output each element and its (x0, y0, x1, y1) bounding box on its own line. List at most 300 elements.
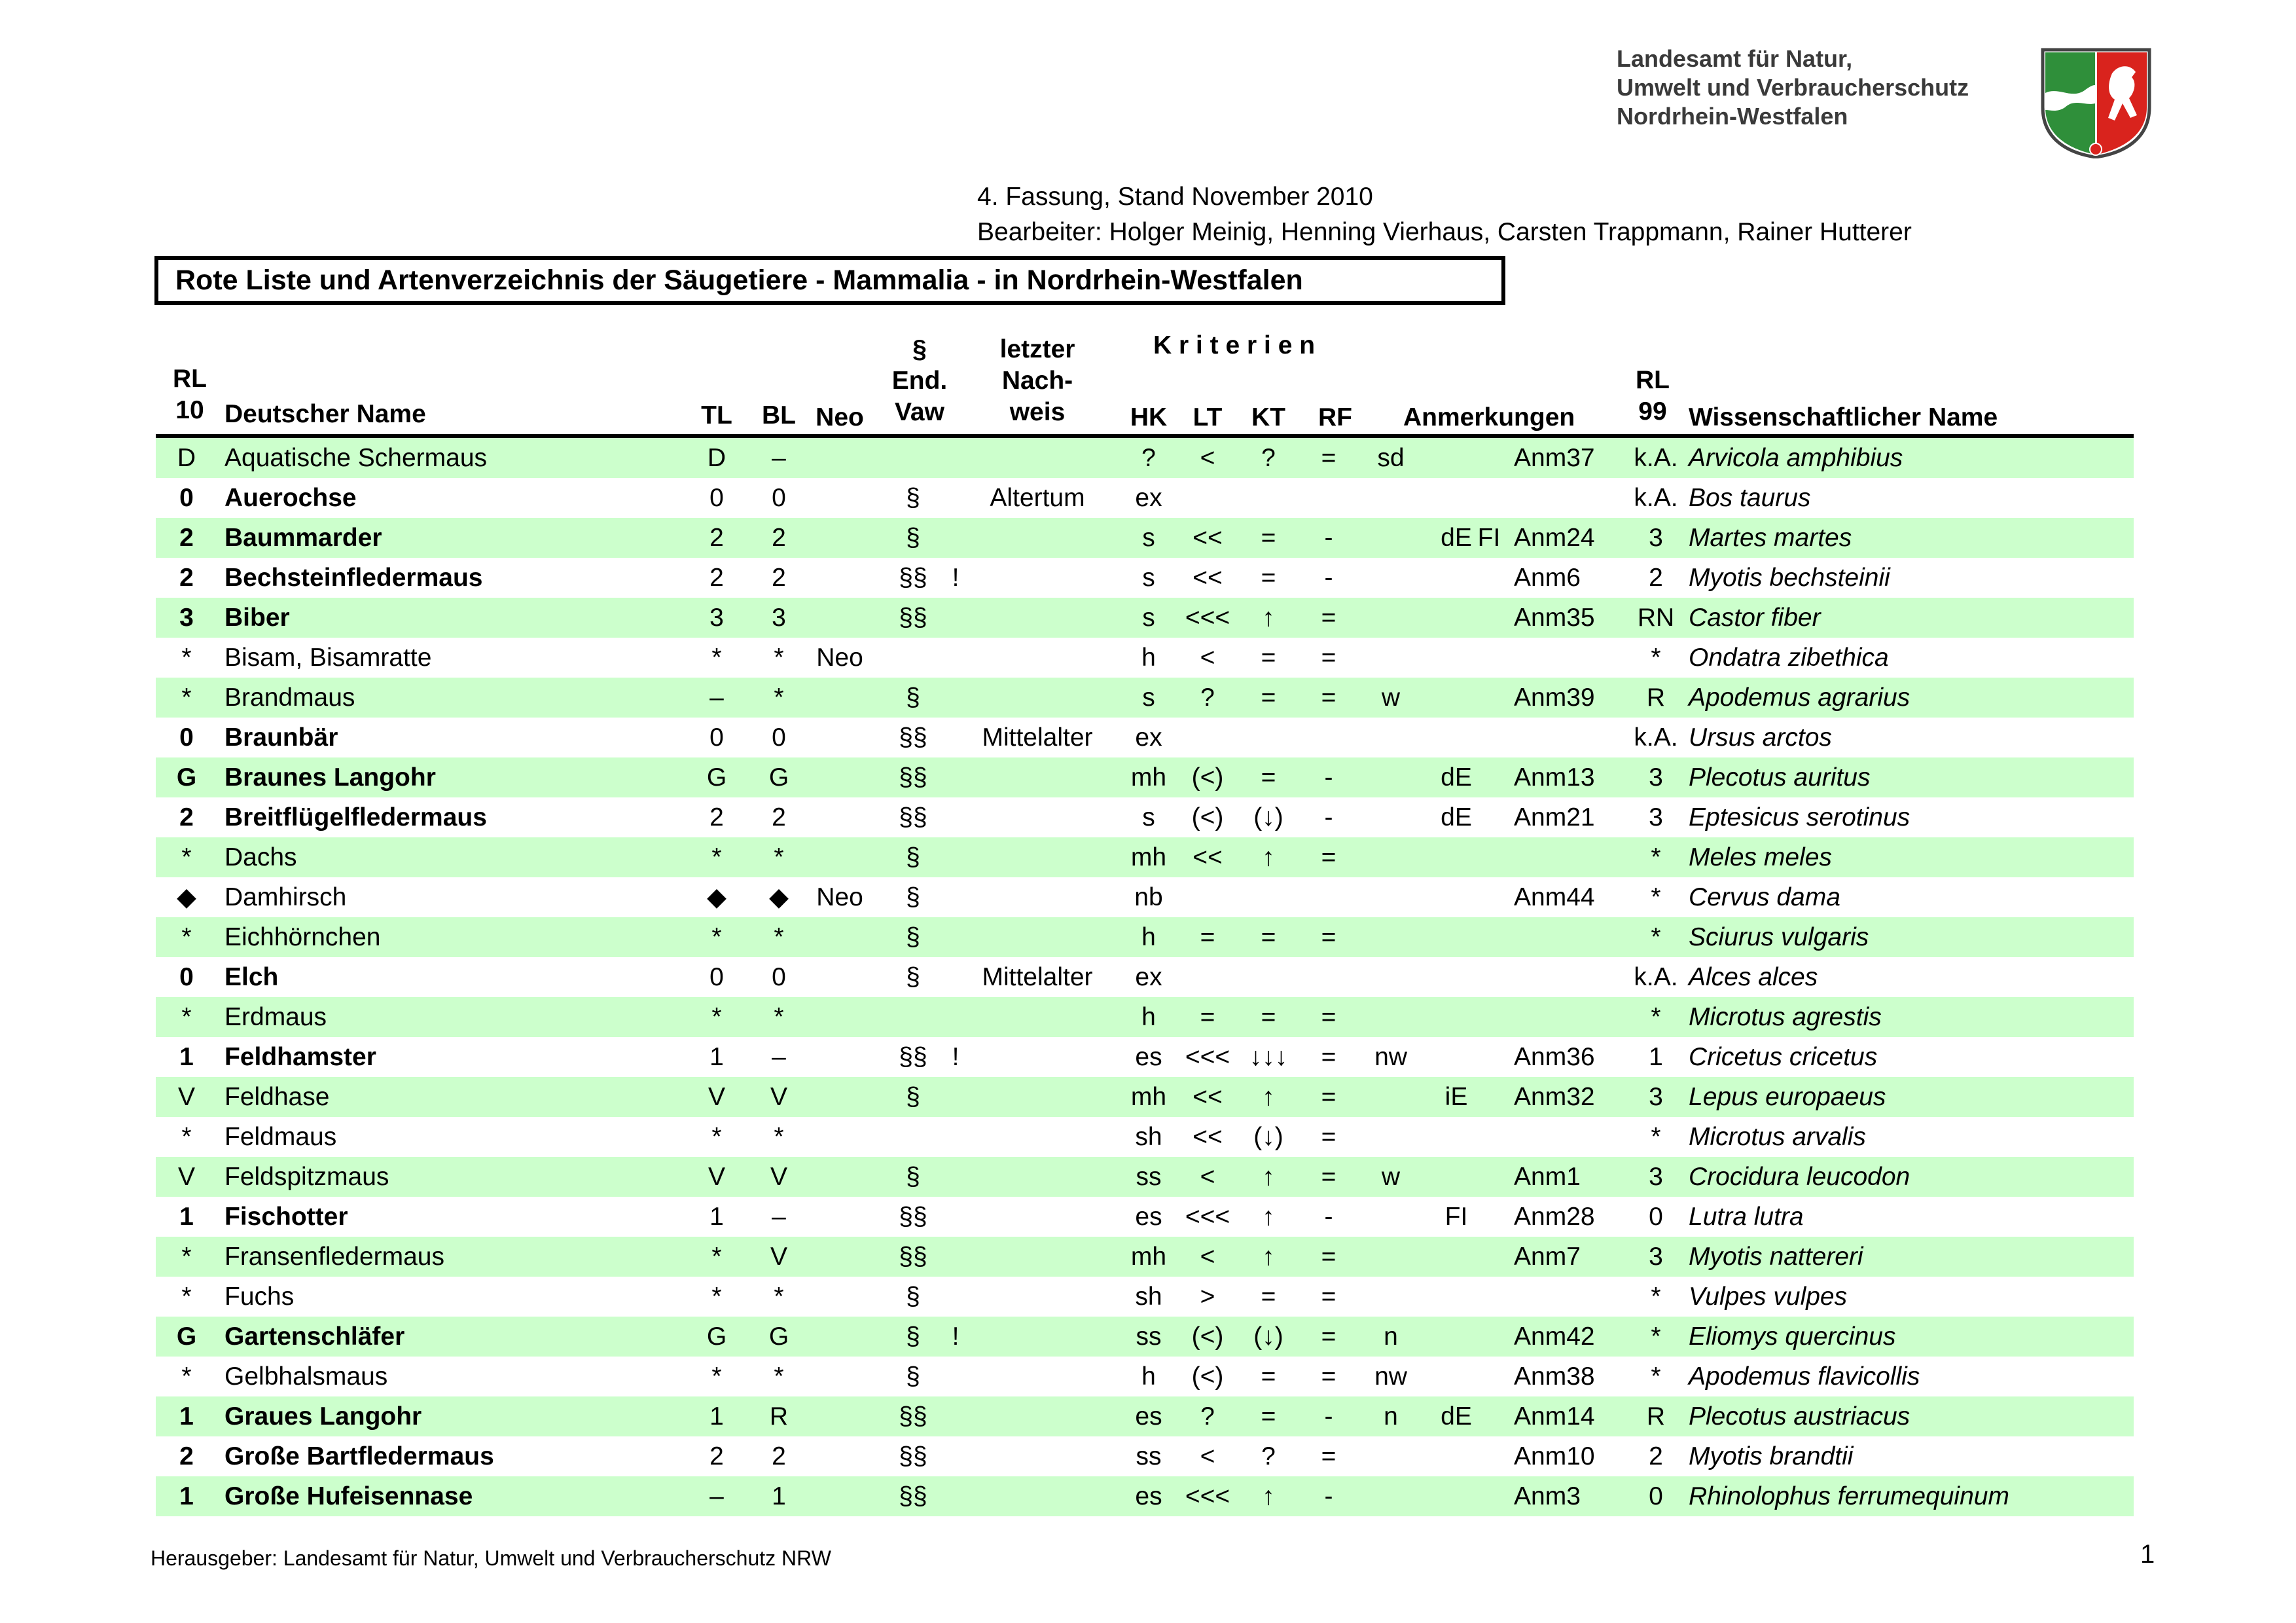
cell-scientific-name: Cervus dama (1689, 883, 1840, 911)
table-row (156, 1277, 2134, 1317)
cell-kt: = (1261, 1003, 1276, 1031)
cell-lt: = (1200, 1003, 1215, 1031)
cell-kt: = (1261, 524, 1276, 552)
cell-kt: ? (1261, 1442, 1276, 1470)
cell-german-name: Feldhamster (224, 1043, 376, 1071)
header-paragraph-line1: § (912, 335, 927, 363)
cell-note-c (1473, 1237, 1505, 1277)
cell-bl: ◆ (769, 883, 789, 911)
cell-note-c (1473, 1436, 1505, 1476)
cell-paragraph: § (906, 923, 920, 951)
cell-endemic-flag (942, 957, 969, 997)
table-row (156, 558, 2134, 598)
cell-german-name: Fransenfledermaus (224, 1243, 444, 1271)
cell-remark: Anm10 (1514, 1442, 1595, 1470)
cell-scientific-name: Crocidura leucodon (1689, 1163, 1910, 1191)
cell-kt (1239, 957, 1298, 997)
cell-hk: ss (1136, 1442, 1162, 1470)
cell-rf: = (1321, 644, 1336, 672)
cell-bl: 2 (772, 564, 786, 592)
cell-kt: = (1261, 644, 1276, 672)
cell-kt: (↓) (1253, 1123, 1283, 1151)
cell-note-a (1368, 478, 1414, 518)
header-rl99-line1: RL (1636, 366, 1670, 394)
cell-paragraph: § (906, 1083, 920, 1111)
cell-rf: = (1321, 843, 1336, 871)
header-anmerkungen: Anmerkungen (1403, 403, 1575, 431)
cell-kt (1239, 718, 1298, 757)
cell-scientific-name: Lutra lutra (1689, 1203, 1804, 1231)
cell-bl: 0 (772, 963, 786, 991)
header-kt: KT (1251, 403, 1285, 431)
table-row (156, 598, 2134, 638)
cell-tl: * (711, 1243, 722, 1271)
cell-tl: * (711, 843, 722, 871)
cell-kt: (↓) (1253, 803, 1283, 831)
cell-note-c (1473, 1157, 1505, 1197)
cell-tl: 2 (709, 1442, 724, 1470)
cell-paragraph: § (906, 524, 920, 552)
cell-german-name: Elch (224, 963, 279, 991)
table-row (156, 877, 2134, 917)
cell-note-b: dE (1441, 524, 1472, 552)
table-row (156, 638, 2134, 678)
cell-note-a (1368, 1277, 1414, 1317)
cell-rf: = (1321, 1283, 1336, 1311)
cell-hk: mh (1130, 843, 1167, 871)
cell-remark: Anm39 (1514, 684, 1595, 712)
table-row (156, 1317, 2134, 1357)
cell-scientific-name: Vulpes vulpes (1689, 1283, 1848, 1311)
editors-line: Bearbeiter: Holger Meinig, Henning Vierhaus, Carsten Trappmann, Rainer Hutterer (977, 218, 1912, 246)
cell-tl: 0 (709, 723, 724, 752)
cell-tl: 0 (709, 484, 724, 512)
cell-rl99: k.A. (1634, 723, 1678, 752)
cell-rl10: * (181, 1362, 192, 1391)
cell-rl10: * (181, 1123, 192, 1151)
cell-rf: = (1321, 444, 1336, 472)
cell-rl10: 2 (179, 803, 194, 831)
cell-german-name: Braunbär (224, 723, 338, 752)
table-row (156, 797, 2134, 837)
cell-rl99: 2 (1649, 564, 1663, 592)
cell-rl10: 1 (179, 1482, 194, 1510)
cell-german-name: Baummarder (224, 524, 382, 552)
cell-tl: * (711, 1003, 722, 1031)
cell-note-a (1368, 1077, 1414, 1117)
cell-rf: - (1324, 763, 1333, 792)
cell-hk: ex (1135, 723, 1162, 752)
table-row (156, 1077, 2134, 1117)
cell-rl99: * (1651, 1003, 1661, 1031)
cell-endemic-flag: ! (952, 1322, 960, 1351)
cell-lt: < (1200, 1163, 1215, 1191)
cell-note-c (1473, 1396, 1505, 1436)
cell-last-record (978, 997, 1096, 1037)
cell-bl: G (768, 763, 789, 792)
table-row (156, 1037, 2134, 1077)
cell-hk: mh (1130, 1243, 1167, 1271)
cell-endemic-flag (942, 678, 969, 718)
document-meta (977, 179, 1912, 250)
cell-german-name: Große Bartfledermaus (224, 1442, 494, 1470)
cell-endemic-flag (942, 478, 969, 518)
cell-hk: es (1135, 1402, 1162, 1431)
cell-lt: (<) (1191, 1322, 1224, 1351)
cell-note-b: dE (1441, 763, 1472, 792)
cell-rl10: 1 (179, 1203, 194, 1231)
cell-rf: = (1321, 1322, 1336, 1351)
cell-note-a (1368, 917, 1414, 957)
cell-endemic-flag (942, 1357, 969, 1396)
cell-remark: Anm1 (1514, 1163, 1581, 1191)
cell-note-a: w (1381, 684, 1401, 712)
cell-note-c (1473, 1117, 1505, 1157)
cell-note-a (1368, 718, 1414, 757)
cell-last-record (978, 438, 1096, 478)
cell-rl10: 2 (179, 564, 194, 592)
cell-endemic-flag (942, 877, 969, 917)
cell-rl99: 0 (1649, 1203, 1663, 1231)
cell-rl10: 1 (179, 1043, 194, 1071)
cell-neo (810, 1436, 869, 1476)
cell-remark: Anm21 (1514, 803, 1595, 831)
cell-remark: Anm6 (1514, 564, 1581, 592)
cell-paragraph: §§ (899, 803, 927, 831)
cell-rf: = (1321, 604, 1336, 632)
cell-remark: Anm38 (1514, 1362, 1595, 1391)
cell-note-a: w (1381, 1163, 1401, 1191)
cell-scientific-name: Microtus arvalis (1689, 1123, 1866, 1151)
cell-german-name: Feldspitzmaus (224, 1163, 389, 1191)
header-kriterien: K r i t e r i e n (1153, 331, 1316, 359)
cell-german-name: Bechsteinfledermaus (224, 564, 483, 592)
cell-kt: = (1261, 1283, 1276, 1311)
cell-german-name: Feldmaus (224, 1123, 337, 1151)
cell-endemic-flag (942, 718, 969, 757)
cell-rf: - (1324, 1482, 1333, 1510)
cell-lt: <<< (1185, 604, 1230, 632)
cell-hk: mh (1130, 763, 1167, 792)
cell-scientific-name: Ondatra zibethica (1689, 644, 1889, 672)
cell-kt (1239, 478, 1298, 518)
cell-neo (810, 997, 869, 1037)
cell-neo (810, 1197, 869, 1237)
cell-rf (1306, 478, 1352, 518)
cell-rl99: 3 (1649, 1243, 1663, 1271)
cell-lt: > (1200, 1283, 1215, 1311)
cell-rl10: 0 (179, 963, 194, 991)
cell-german-name: Fuchs (224, 1283, 295, 1311)
cell-neo (810, 478, 869, 518)
cell-scientific-name: Apodemus agrarius (1689, 684, 1910, 712)
cell-hk: ex (1135, 963, 1162, 991)
cell-german-name: Gelbhalsmaus (224, 1362, 388, 1391)
cell-note-b: iE (1444, 1083, 1468, 1111)
cell-german-name: Gartenschläfer (224, 1322, 405, 1351)
cell-remark (1514, 1117, 1619, 1157)
cell-lt: = (1200, 923, 1215, 951)
cell-rl99: RN (1637, 604, 1675, 632)
cell-neo (810, 1237, 869, 1277)
cell-german-name: Erdmaus (224, 1003, 327, 1031)
cell-rl10: V (177, 1163, 195, 1191)
header-letzter-nachweis (978, 334, 1096, 428)
cell-endemic-flag (942, 1157, 969, 1197)
cell-paragraph: §§ (899, 564, 927, 592)
cell-lt: < (1200, 644, 1215, 672)
cell-lt: <<< (1185, 1203, 1230, 1231)
cell-endemic-flag (942, 797, 969, 837)
cell-hk: h (1141, 923, 1156, 951)
cell-scientific-name: Bos taurus (1689, 484, 1811, 512)
cell-paragraph: § (906, 484, 920, 512)
table-row (156, 1436, 2134, 1476)
version-line: 4. Fassung, Stand November 2010 (977, 183, 1373, 211)
cell-lt: (<) (1191, 1362, 1224, 1391)
cell-rf: - (1324, 803, 1333, 831)
cell-note-a (1368, 1476, 1414, 1516)
cell-rl99: * (1651, 923, 1661, 951)
cell-lt: ? (1200, 1402, 1215, 1431)
cell-rf (1306, 957, 1352, 997)
cell-neo (810, 917, 869, 957)
cell-german-name: Graues Langohr (224, 1402, 422, 1431)
cell-german-name: Eichhörnchen (224, 923, 381, 951)
cell-note-c (1473, 1037, 1505, 1077)
cell-last-record (978, 877, 1096, 917)
cell-last-record (978, 1197, 1096, 1237)
cell-rf: = (1321, 1442, 1336, 1470)
cell-scientific-name: Arvicola amphibius (1689, 444, 1903, 472)
cell-hk: s (1142, 803, 1155, 831)
table-row (156, 757, 2134, 797)
cell-rl99: * (1651, 1322, 1661, 1351)
cell-rl10: 0 (179, 723, 194, 752)
cell-rl99: 3 (1649, 524, 1663, 552)
table-row (156, 1117, 2134, 1157)
cell-note-a: nw (1374, 1043, 1407, 1071)
cell-note-a: n (1384, 1402, 1398, 1431)
cell-tl: * (711, 1123, 722, 1151)
cell-german-name: Damhirsch (224, 883, 347, 911)
cell-remark (1514, 718, 1619, 757)
cell-last-record: Mittelalter (982, 723, 1093, 752)
cell-bl: * (774, 843, 784, 871)
cell-note-c (1473, 598, 1505, 638)
cell-neo (810, 1396, 869, 1436)
cell-scientific-name: Lepus europaeus (1689, 1083, 1886, 1111)
header-hk: HK (1130, 403, 1168, 431)
cell-remark (1514, 997, 1619, 1037)
cell-rl99: 3 (1649, 763, 1663, 792)
cell-note-c (1473, 997, 1505, 1037)
cell-remark (1514, 917, 1619, 957)
cell-hk: ? (1141, 444, 1156, 472)
cell-paragraph: §§ (899, 1482, 927, 1510)
cell-rl10: ◆ (177, 883, 196, 911)
cell-tl: * (711, 644, 722, 672)
cell-endemic-flag (942, 1237, 969, 1277)
cell-bl: 0 (772, 723, 786, 752)
cell-last-record (978, 917, 1096, 957)
header-rl10-line1: RL (173, 365, 207, 393)
cell-hk: s (1142, 524, 1155, 552)
cell-rf: = (1321, 1362, 1336, 1391)
cell-tl: 1 (709, 1203, 724, 1231)
cell-note-c (1473, 438, 1505, 478)
cell-neo (810, 678, 869, 718)
cell-hk: es (1135, 1043, 1162, 1071)
cell-scientific-name: Rhinolophus ferrumequinum (1689, 1482, 2009, 1510)
cell-lt: << (1193, 524, 1223, 552)
cell-rf: = (1321, 684, 1336, 712)
cell-lt: << (1193, 843, 1223, 871)
cell-paragraph (887, 997, 939, 1037)
cell-tl: – (709, 684, 724, 712)
cell-paragraph (887, 1117, 939, 1157)
cell-rl99: * (1651, 644, 1661, 672)
cell-paragraph: §§ (899, 604, 927, 632)
cell-neo (810, 757, 869, 797)
cell-lt (1178, 877, 1237, 917)
table-row (156, 1396, 2134, 1436)
cell-tl: 2 (709, 564, 724, 592)
cell-paragraph: § (906, 963, 920, 991)
header-letzter-line1: letzter (999, 335, 1075, 363)
cell-tl: G (706, 763, 727, 792)
cell-scientific-name: Microtus agrestis (1689, 1003, 1882, 1031)
cell-tl: D (707, 444, 726, 472)
cell-kt: = (1261, 763, 1276, 792)
cell-neo (810, 1117, 869, 1157)
cell-endemic-flag: ! (952, 1043, 960, 1071)
cell-neo: Neo (816, 644, 863, 672)
agency-line-3: Nordrhein-Westfalen (1617, 103, 1848, 130)
table-row (156, 1197, 2134, 1237)
cell-lt: < (1200, 1442, 1215, 1470)
cell-scientific-name: Apodemus flavicollis (1689, 1362, 1920, 1391)
cell-german-name: Brandmaus (224, 684, 355, 712)
cell-note-c (1473, 837, 1505, 877)
cell-neo (810, 598, 869, 638)
cell-bl: * (774, 1123, 784, 1151)
cell-last-record (978, 1436, 1096, 1476)
cell-scientific-name: Meles meles (1689, 843, 1832, 871)
cell-note-a (1368, 1197, 1414, 1237)
header-rl10 (164, 363, 216, 426)
cell-note-c (1473, 638, 1505, 678)
cell-tl: G (706, 1322, 727, 1351)
cell-note-c (1473, 558, 1505, 598)
cell-scientific-name: Sciurus vulgaris (1689, 923, 1869, 951)
cell-kt: = (1261, 564, 1276, 592)
cell-note-a (1368, 558, 1414, 598)
cell-rl10: * (181, 1243, 192, 1271)
cell-lt: (<) (1191, 763, 1224, 792)
cell-rl10: V (177, 1083, 195, 1111)
header-scientific-name: Wissenschaftlicher Name (1689, 403, 1998, 431)
agency-line-1: Landesamt für Natur, (1617, 45, 1853, 72)
cell-endemic-flag: ! (952, 564, 960, 592)
cell-note-a (1368, 1117, 1414, 1157)
cell-neo (810, 837, 869, 877)
cell-note-a (1368, 518, 1414, 558)
cell-tl: V (708, 1083, 725, 1111)
cell-scientific-name: Plecotus auritus (1689, 763, 1871, 792)
cell-scientific-name: Martes martes (1689, 524, 1852, 552)
cell-neo (810, 797, 869, 837)
cell-rf: = (1321, 1243, 1336, 1271)
cell-last-record (978, 678, 1096, 718)
cell-paragraph: § (906, 843, 920, 871)
cell-german-name: Aquatische Schermaus (224, 444, 488, 472)
cell-note-c (1473, 1277, 1505, 1317)
cell-bl: * (774, 923, 784, 951)
cell-bl: * (774, 1362, 784, 1391)
cell-rf: - (1324, 1402, 1333, 1431)
cell-note-c (1473, 678, 1505, 718)
cell-bl: 0 (772, 484, 786, 512)
cell-remark: Anm28 (1514, 1203, 1595, 1231)
cell-rl99: k.A. (1634, 484, 1678, 512)
cell-endemic-flag (942, 638, 969, 678)
cell-scientific-name: Myotis bechsteinii (1689, 564, 1890, 592)
cell-kt: ↑ (1262, 1482, 1275, 1510)
cell-lt (1178, 478, 1237, 518)
cell-rf (1306, 877, 1352, 917)
cell-scientific-name: Ursus arctos (1689, 723, 1832, 752)
cell-paragraph: § (906, 1283, 920, 1311)
cell-remark: Anm37 (1514, 444, 1595, 472)
cell-rf: = (1321, 1163, 1336, 1191)
cell-note-b: dE (1441, 803, 1472, 831)
cell-hk: s (1142, 684, 1155, 712)
cell-kt: = (1261, 923, 1276, 951)
cell-note-a (1368, 1436, 1414, 1476)
cell-hk: s (1142, 604, 1155, 632)
agency-line-2: Umwelt und Verbraucherschutz (1617, 74, 1969, 101)
cell-rl99: 0 (1649, 1482, 1663, 1510)
cell-kt: ↓↓↓ (1249, 1043, 1288, 1071)
cell-last-record (978, 1357, 1096, 1396)
cell-last-record (978, 518, 1096, 558)
cell-remark (1514, 837, 1619, 877)
cell-endemic-flag (942, 1277, 969, 1317)
cell-hk: sh (1135, 1123, 1162, 1151)
cell-bl: G (768, 1322, 789, 1351)
cell-rl99: R (1646, 684, 1666, 712)
cell-neo (810, 718, 869, 757)
cell-german-name: Bisam, Bisamratte (224, 644, 432, 672)
cell-paragraph: § (906, 1163, 920, 1191)
table-row (156, 917, 2134, 957)
header-rl99 (1623, 365, 1682, 428)
cell-last-record (978, 558, 1096, 598)
cell-tl: * (711, 1362, 722, 1391)
header-tl: TL (701, 401, 732, 429)
cell-endemic-flag (942, 1077, 969, 1117)
cell-rl99: 3 (1649, 1163, 1663, 1191)
header-name: Deutscher Name (224, 400, 426, 428)
cell-german-name: Auerochse (224, 484, 357, 512)
cell-rl99: k.A. (1634, 963, 1678, 991)
cell-kt: = (1261, 1362, 1276, 1391)
cell-rl99: * (1651, 843, 1661, 871)
cell-lt: < (1200, 444, 1215, 472)
cell-paragraph: § (906, 684, 920, 712)
cell-neo (810, 438, 869, 478)
